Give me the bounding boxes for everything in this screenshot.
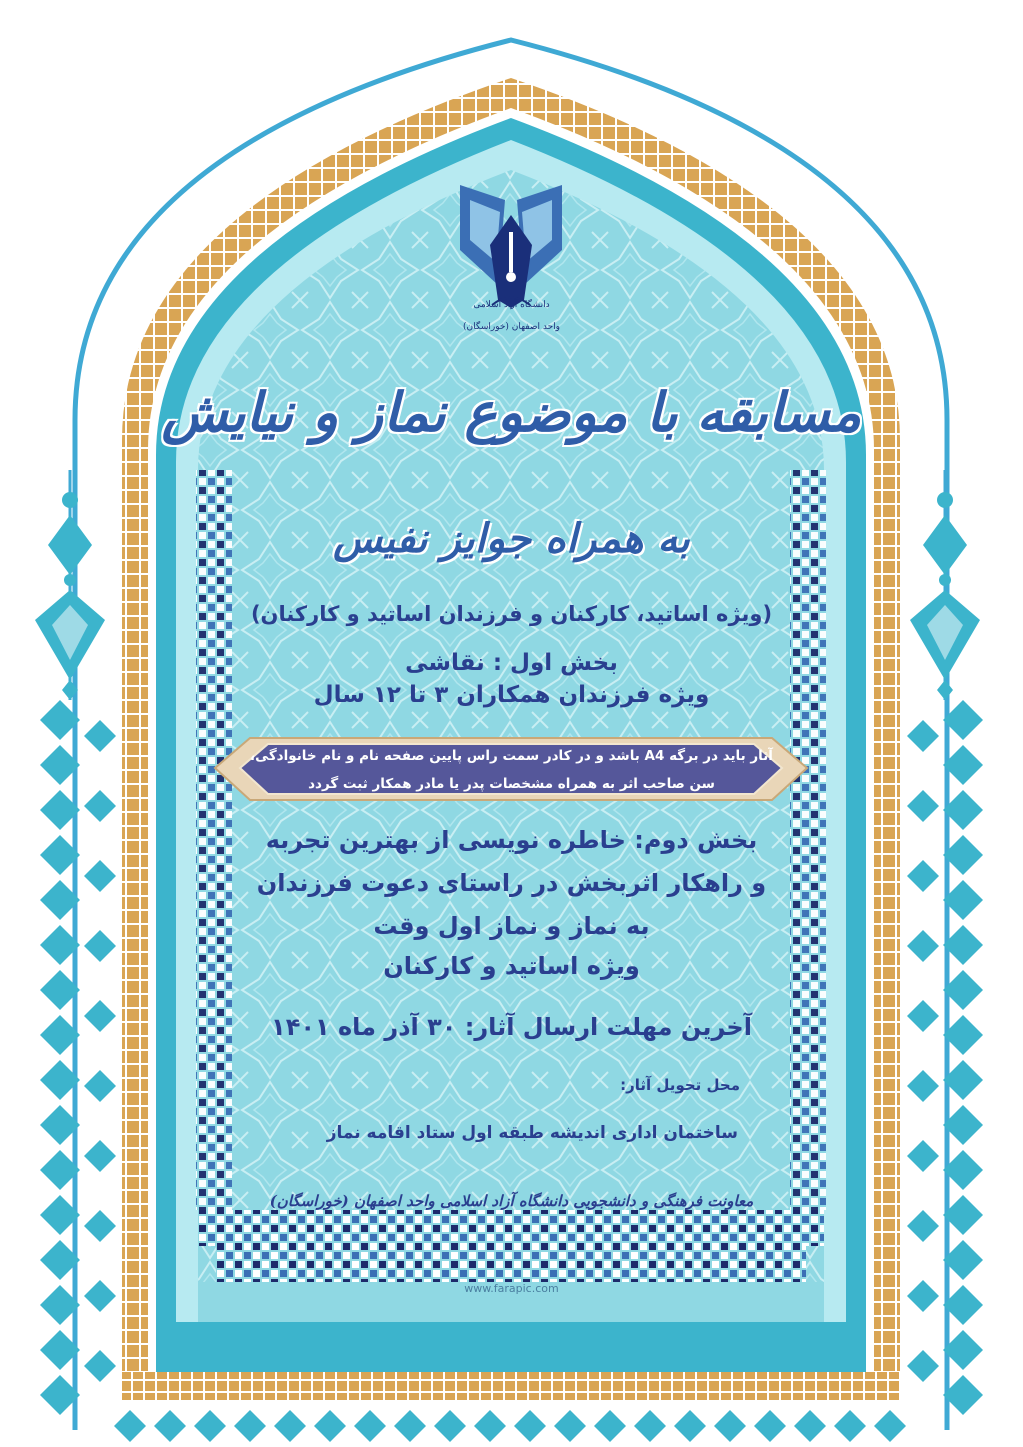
section2-line-2: و راهکار اثربخش در راستای دعوت فرزندان [256, 869, 767, 897]
audience-text: (ویژه اساتید، کارکنان و فرزندان اساتید و کارکنان) [250, 602, 773, 626]
logo-university-name: دانشگاه آزاد اسلامی [473, 300, 550, 310]
section2-line-4: ویژه اساتید و کارکنان [383, 952, 640, 980]
section1-age-range: ویژه فرزندان همکاران ۳ تا ۱۲ سال [313, 682, 710, 708]
delivery-location-value: ساختمان اداری اندیشه طبقه اول ستاد اقامه نماز [326, 1123, 738, 1143]
gold-base-row [122, 1372, 900, 1400]
note-line-2: سن صاحب اثر به همراه مشخصات پدر یا مادر همکار ثبت گردد [308, 776, 715, 792]
organizer-footer: معاونت فرهنگی و دانشجویی دانشگاه آزاد اسلامی واحد اصفهان (خوراسگان) [269, 1192, 754, 1210]
left-diamond-border [40, 700, 116, 1415]
main-title: مسابقه با موضوع نماز و نیایش [161, 380, 862, 444]
section1-title: بخش اول : نقاشی [405, 650, 618, 676]
note-line-1: آثار باید در برگه A4 باشد و در کادر سمت راس پایین صفحه نام و نام خانوادگی، [250, 748, 773, 764]
section2-line-3: به نماز و نماز اول وقت [373, 912, 650, 940]
delivery-location-label: محل تحویل آثار: [620, 1076, 740, 1094]
bottom-tile-steps [198, 1210, 824, 1282]
logo-branch-name: واحد اصفهان (خوراسگان) [463, 322, 560, 332]
deadline-text: آخرین مهلت ارسال آثار: ۳۰ آذر ماه ۱۴۰۱ [271, 1013, 752, 1041]
watermark: www.farapic.com [464, 1282, 559, 1295]
section2-line-1: بخش دوم: خاطره نویسی از بهترین تجربه [265, 826, 758, 854]
bottom-diamond-border [114, 1410, 906, 1442]
subtitle: به همراه جوایز نفیس [333, 515, 690, 562]
